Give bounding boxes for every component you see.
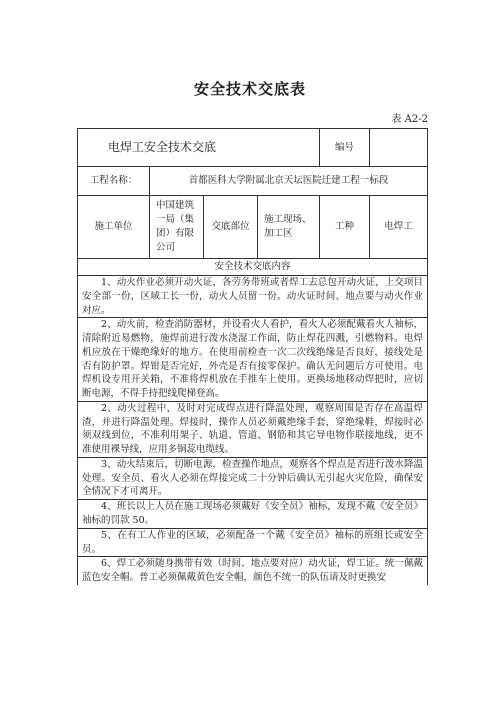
- number-value-cell: [370, 129, 428, 167]
- content-row: [78, 500, 428, 529]
- number-label-cell: 编号: [320, 129, 370, 167]
- document-name-cell: 电焊工安全技术交底: [78, 129, 320, 167]
- content-paragraph: 1、动火作业必须开动火证，各劳务带班或者焊工去总包开动火证，上交项目安全部一份，区域工长一份，动火人员留一份。动火证时间、地点要与动火作业对应。: [82, 277, 424, 316]
- content-paragraph: 4、班长以上人员在施工现场必须戴好《安全员》袖标，发现不戴《安全员》袖标的罚款 50。: [82, 501, 424, 527]
- content-row: [78, 528, 428, 557]
- content-row: [78, 457, 428, 499]
- section-title-cell: 安全技术交底内容: [78, 259, 428, 276]
- content-row: [78, 401, 428, 457]
- construction-unit-label-cell: 施工单位: [78, 196, 150, 259]
- construction-unit-value-cell: 中国建筑一局（集团）有限公司: [150, 196, 204, 259]
- content-cell: [78, 401, 428, 457]
- form-number: 表 A2-2: [391, 114, 428, 125]
- trade-label-cell: 工种: [320, 196, 370, 259]
- content-row: [78, 557, 428, 585]
- content-paragraph: 2、动火过程中，及时对完成焊点进行降温处理，观察周围是否存在高温焊渣，并进行降温处理。焊接时，操作人员必须戴绝缘手套，穿绝缘鞋，焊接时必须双线到位，不准利用架子、轨道、管道、钢筋和其它导电物作联接地线，更不准使用裸导线，应用多铜蕊电缆线。: [82, 402, 424, 456]
- part-label-cell: 交底部位: [204, 196, 258, 259]
- content-paragraph: 2、动火前，检查消防器材，并设看火人看护，看火人必须配戴看火人袖标，清除附近易燃物，施焊前进行泼水浇湿工作面，防止焊花四溅，引燃物料。电焊机应放在干燥绝缘好的地方。在使用前检查一次二次线绝缘是否良好，接线处是否有防护罩。焊钳是否完好，外壳是否有接零保护。确认无问题后方可使用。电焊机设专用开关箱，不准将焊机放在手推车上使用。更换场地移动焊把时，应切断电源，不得手持把线爬梯登高。: [82, 319, 424, 400]
- section-title-row: [78, 259, 428, 276]
- trade-value-cell: 电焊工: [370, 196, 428, 259]
- content-cell: [78, 557, 428, 585]
- project-label-cell: 工程名称：: [78, 167, 150, 196]
- part-value-cell: 施工现场、加工区: [258, 196, 320, 259]
- content-cell: [78, 276, 428, 318]
- content-paragraph: 3、动火结束后，切断电源，检查操作地点，观察各个焊点是否进行泼水降温处理。安全员、看火人必须在焊接完成二十分钟后确认无引起火灾危险，确保安全情况下才可离开。: [82, 458, 424, 498]
- project-row: [78, 167, 428, 196]
- content-cell: [78, 318, 428, 402]
- content-paragraph: 6、焊工必须随身携带有效（时间、地点要对应）动火证，焊工证。统一佩戴蓝色安全帽。普工必须佩戴黄色安全帽，颜色不统一的队伍请及时更换安: [82, 558, 424, 584]
- content-cell: [78, 528, 428, 557]
- page-title: 安全技术交底表: [193, 80, 306, 98]
- safety-briefing-table: [77, 128, 428, 585]
- content-paragraph: 5、在有工人作业的区域，必须配备一个戴《安全员》袖标的班组长或安全员。: [82, 529, 424, 555]
- content-cell: [78, 500, 428, 529]
- project-value-cell: 首都医科大学附属北京天坛医院迁建工程一标段: [150, 167, 428, 196]
- content-row: [78, 318, 428, 402]
- unit-row: [78, 196, 428, 259]
- content-row: [78, 276, 428, 318]
- header-row: [78, 129, 428, 167]
- content-cell: [78, 457, 428, 499]
